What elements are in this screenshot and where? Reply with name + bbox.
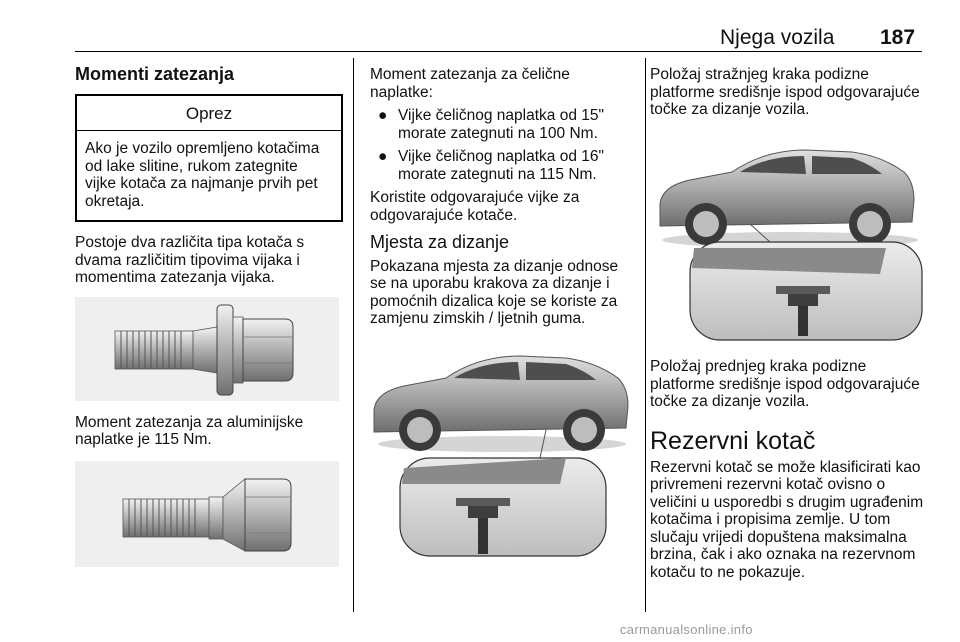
paragraph-front-lift-arm: Položaj prednjeg kraka podizne platforme središnje ispod odgovarajuće točke za dizanje vozila. — [650, 358, 920, 410]
bullet-icon: ● — [378, 107, 388, 124]
bullet-text: Vijke čeličnog naplatka od 16" morate zategnuti na 115 Nm. — [398, 148, 604, 183]
heading-spare-wheel: Rezervni kotač — [650, 426, 816, 455]
heading-lifting-points: Mjesta za dizanje — [370, 232, 510, 252]
header-divider — [75, 51, 922, 52]
paragraph-lifting-points: Pokazana mjesta za dizanje odnose se na uporabu krakova za dizanje i pomoćnih dizalica koje se koriste za zamjenu zimskih / ljetnih guma. — [370, 257, 619, 327]
car-rear-lift-point-image — [650, 128, 926, 342]
column-divider-2 — [645, 58, 646, 612]
paragraph-steel-torque-intro: Moment zatezanja za čelične naplatke: — [370, 66, 570, 101]
list-item — [370, 107, 636, 142]
column-2 — [370, 66, 636, 328]
column-3-lower — [650, 358, 930, 581]
paragraph-alloy-torque: Moment zatezanja za aluminijske naplatke je 115 Nm. — [75, 413, 304, 448]
torque-bullet-list — [370, 107, 636, 183]
paragraph-bolts: Koristite odgovarajuće vijke za odgovarajuće kotače. — [370, 189, 580, 224]
paragraph-spare-wheel: Rezervni kotač se može klasificirati kao privremeni rezervni kotač ovisno o veličini u usporedbi s drugim ugrađenim kotačima i propisima zemlje. U tom slučaju vrijedi dopuštena maksimalna brzina, čak i ako oznaka na rezervnom kotaču to ne pokazuje. — [650, 458, 924, 581]
bullet-text: Vijke čeličnog naplatka od 15" morate zategnuti na 100 Nm. — [398, 107, 604, 142]
list-item — [370, 148, 636, 183]
caution-heading: Oprez — [77, 96, 341, 132]
car-front-lift-point-image — [370, 348, 634, 560]
paragraph-wheel-types: Postoje dva različita tipa kotača s dvama različitim tipovima vijaka i momentima zatezanja vijaka. — [75, 234, 305, 286]
column-3 — [650, 66, 930, 119]
paragraph-rear-lift-arm: Položaj stražnjeg kraka podizne platforme središnje ispod odgovarajuće točke za dizanje vozila. — [650, 66, 920, 118]
running-header-title: Njega vozila — [720, 26, 835, 49]
footer-watermark: carmanualsonline.info — [620, 622, 753, 637]
column-divider-1 — [353, 58, 354, 612]
bullet-icon: ● — [378, 148, 388, 165]
column-1 — [75, 66, 343, 567]
page-number: 187 — [880, 26, 916, 49]
section-title: Momenti zatezanja — [75, 64, 235, 84]
steel-wheel-bolt-image — [75, 297, 339, 401]
caution-text: Ako je vozilo opremljeno kotačima od lake slitine, rukom zategnite vijke kotača za najmanje prvih pet okretaja. — [85, 140, 320, 210]
caution-box — [75, 94, 343, 223]
alloy-wheel-bolt-image — [75, 461, 339, 567]
